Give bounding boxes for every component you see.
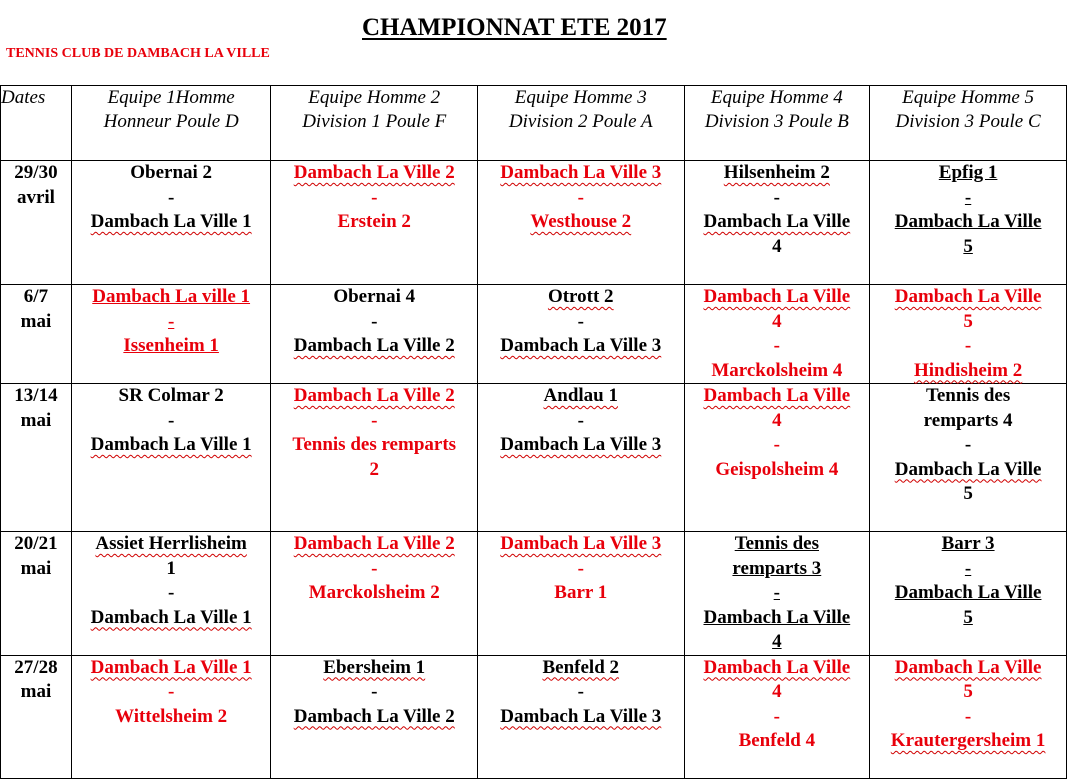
date-cell — [1, 384, 72, 532]
match-cell — [684, 161, 870, 285]
match-text: - — [964, 705, 972, 727]
match-cell — [870, 285, 1067, 384]
match-text: Dambach La Ville — [894, 211, 1042, 232]
match-cell — [684, 285, 870, 384]
match-text: 5 — [963, 681, 973, 702]
match-text: 4 — [772, 235, 782, 257]
match-text: Dambach La Ville 2 — [293, 385, 455, 406]
match-text: 1 — [166, 557, 176, 579]
header-team-2 — [271, 86, 478, 161]
header-row — [1, 86, 1067, 161]
match-text: Tennis des — [734, 533, 819, 554]
match-cell — [478, 161, 684, 285]
match-text: - — [964, 434, 972, 455]
match-text: Dambach La Ville — [703, 385, 851, 406]
match-text: Otrott 2 — [547, 286, 614, 307]
match-text: - — [167, 186, 175, 208]
match-text: 4 — [772, 631, 782, 652]
match-text: 6/7 — [23, 286, 49, 307]
match-text: Dambach La Ville — [703, 286, 851, 307]
match-text: Tennis des remparts — [292, 434, 457, 455]
match-text: Dambach La Ville 2 — [293, 162, 455, 183]
match-text: - — [577, 681, 584, 702]
match-text: Issenheim 1 — [123, 335, 219, 356]
match-cell — [684, 532, 870, 656]
match-cell — [271, 655, 478, 778]
match-text: - — [167, 409, 175, 431]
match-text: - — [964, 557, 972, 579]
match-text: 13/14 — [14, 385, 58, 406]
match-text: - — [167, 681, 175, 702]
match-text: - — [371, 681, 378, 702]
club-name: TENNIS CLUB DE DAMBACH LA VILLE — [6, 46, 270, 61]
match-cell — [870, 161, 1067, 285]
match-cell — [478, 384, 684, 532]
table-row — [1, 532, 1067, 656]
match-text: Epfig 1 — [938, 162, 998, 183]
match-text: Dambach La Ville 1 — [90, 606, 252, 628]
match-text: 5 — [963, 310, 973, 332]
match-text: 29/30 — [14, 162, 58, 183]
header-dates: Dates — [1, 86, 72, 161]
match-text: 20/21 — [14, 533, 58, 554]
header-text: Division 3 Poule C — [895, 111, 1041, 132]
match-text: remparts 3 — [732, 557, 822, 579]
header-text: Equipe 1Homme — [107, 87, 235, 108]
match-text: Dambach La Ville — [894, 458, 1042, 480]
match-text: SR Colmar 2 — [118, 385, 224, 406]
match-text: - — [964, 186, 972, 208]
match-text: 27/28 — [14, 656, 58, 678]
table-row — [1, 384, 1067, 532]
match-text: mai — [20, 681, 52, 702]
match-cell — [71, 655, 271, 778]
match-text: 4 — [772, 681, 782, 702]
match-cell — [271, 384, 478, 532]
date-cell — [1, 285, 72, 384]
match-text: Barr 3 — [941, 533, 995, 554]
header-team-1 — [71, 86, 271, 161]
header-text: Division 3 Poule B — [704, 111, 849, 132]
match-text: Dambach La ville 1 — [92, 286, 251, 307]
match-cell — [71, 532, 271, 656]
match-text: Westhouse 2 — [530, 211, 632, 232]
match-text: 2 — [369, 458, 379, 480]
match-text: Geispolsheim 4 — [715, 458, 839, 480]
match-text: Benfeld 4 — [738, 730, 816, 751]
match-text: mai — [20, 557, 52, 579]
match-cell — [71, 384, 271, 532]
date-cell — [1, 655, 72, 778]
date-cell — [1, 161, 72, 285]
match-text: Dambach La Ville — [894, 582, 1042, 603]
header-text: Division 1 Poule F — [302, 111, 447, 132]
match-cell — [271, 285, 478, 384]
match-text: Dambach La Ville 2 — [293, 533, 455, 554]
match-text: Dambach La Ville — [703, 606, 851, 628]
header-team-5 — [870, 86, 1067, 161]
date-cell — [1, 532, 72, 656]
match-text: Andlau 1 — [543, 385, 618, 406]
table-row — [1, 161, 1067, 285]
match-text: 5 — [963, 606, 973, 628]
match-text: - — [964, 335, 972, 356]
header-text: Equipe Homme 4 — [710, 87, 843, 108]
match-text: Marckolsheim 4 — [711, 359, 843, 381]
match-text: - — [167, 582, 175, 603]
match-text: Assiet Herrlisheim — [95, 533, 247, 554]
match-text: - — [371, 557, 378, 579]
table-row — [1, 285, 1067, 384]
match-text: - — [773, 705, 780, 727]
match-text: Dambach La Ville 3 — [500, 533, 662, 554]
match-text: remparts 4 — [923, 409, 1013, 431]
match-text: - — [577, 186, 584, 208]
match-cell — [271, 161, 478, 285]
match-text: - — [371, 310, 378, 332]
match-text: Dambach La Ville 3 — [500, 434, 662, 455]
match-text: Dambach La Ville — [894, 286, 1042, 307]
match-text: - — [371, 186, 378, 208]
header-team-4 — [684, 86, 870, 161]
match-text: Dambach La Ville 1 — [90, 656, 252, 678]
match-text: Hilsenheim 2 — [723, 162, 830, 183]
match-text: Dambach La Ville 2 — [293, 705, 455, 727]
match-text: Tennis des — [925, 385, 1011, 406]
match-text: mai — [20, 310, 52, 332]
match-text: Dambach La Ville — [703, 656, 851, 678]
match-text: Benfeld 2 — [542, 656, 620, 678]
match-cell — [478, 655, 684, 778]
match-text: Dambach La Ville 2 — [293, 335, 455, 356]
match-cell — [870, 384, 1067, 532]
schedule-table — [0, 85, 1067, 779]
match-cell — [870, 655, 1067, 778]
match-cell — [870, 532, 1067, 656]
match-cell — [478, 285, 684, 384]
match-text: Dambach La Ville 3 — [500, 705, 662, 727]
match-text: Wittelsheim 2 — [115, 705, 228, 727]
header-text: Equipe Homme 5 — [902, 87, 1035, 108]
match-text: Dambach La Ville 3 — [500, 335, 662, 356]
match-cell — [684, 384, 870, 532]
match-cell — [71, 285, 271, 384]
match-text: mai — [20, 409, 52, 431]
header-team-3 — [478, 86, 684, 161]
match-text: - — [577, 557, 584, 579]
match-text: 4 — [772, 310, 782, 332]
match-text: Obernai 2 — [130, 162, 213, 183]
match-text: 5 — [963, 235, 973, 257]
match-cell — [684, 655, 870, 778]
match-text: Ebersheim 1 — [323, 656, 426, 678]
match-text: - — [773, 335, 780, 356]
match-text: - — [773, 582, 780, 603]
match-text: Marckolsheim 2 — [308, 582, 440, 603]
match-text: Obernai 4 — [333, 286, 416, 307]
match-text: - — [577, 409, 584, 431]
match-text: avril — [16, 186, 55, 208]
match-text: Barr 1 — [554, 582, 608, 603]
match-text: - — [773, 186, 780, 208]
header-text: Equipe Homme 2 — [308, 87, 441, 108]
match-text: Hindisheim 2 — [913, 359, 1023, 381]
header-text: Equipe Homme 3 — [514, 87, 647, 108]
match-text: Dambach La Ville 1 — [90, 211, 252, 232]
match-text: Dambach La Ville 1 — [90, 434, 252, 455]
match-cell — [71, 161, 271, 285]
match-text: Dambach La Ville — [703, 211, 851, 232]
match-cell — [271, 532, 478, 656]
header-text: Honneur Poule D — [103, 111, 239, 132]
table-row — [1, 655, 1067, 778]
match-text: - — [371, 409, 378, 431]
match-text: 5 — [963, 483, 973, 504]
match-text: 4 — [772, 409, 782, 431]
match-text: - — [577, 310, 584, 332]
match-text: - — [773, 434, 780, 455]
match-text: Dambach La Ville 3 — [500, 162, 662, 183]
match-cell — [478, 532, 684, 656]
page-title: CHAMPIONNAT ETE 2017 — [362, 14, 667, 41]
match-text: - — [167, 310, 175, 332]
match-text: Dambach La Ville — [894, 656, 1042, 678]
match-text: Erstein 2 — [337, 211, 411, 232]
match-text: Krautergersheim 1 — [890, 730, 1046, 751]
header-text: Division 2 Poule A — [508, 111, 653, 132]
